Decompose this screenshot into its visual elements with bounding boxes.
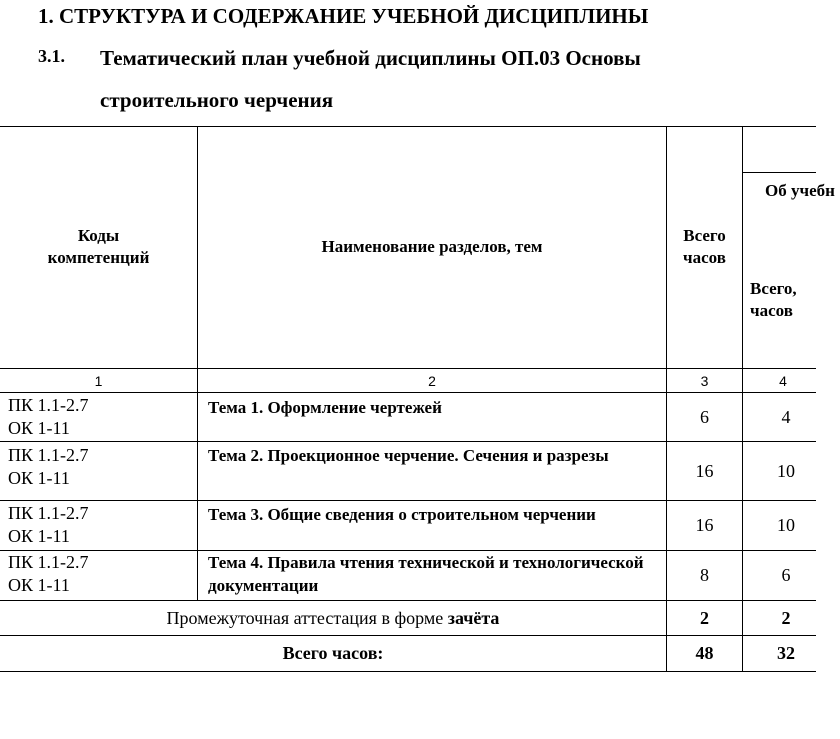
- table-row-total: 8: [700, 565, 709, 585]
- table-row-total: 6: [700, 406, 709, 427]
- header-total-hours: Всего часов: [683, 226, 726, 267]
- table-row-total: 16: [695, 515, 714, 535]
- col-number-3: 3: [700, 372, 709, 389]
- table-row-topic: Тема 1. Оформление чертежей: [208, 398, 442, 417]
- header-total-partial: Всего, часов: [750, 279, 797, 320]
- table-row-topic: Тема 4. Правила чтения технической и технологической документации: [208, 553, 644, 595]
- header-sections: Наименование разделов, тем: [321, 237, 543, 256]
- document-title: 1. СТРУКТУРА И СОДЕРЖАНИЕ УЧЕБНОЙ ДИСЦИПЛИНЫ: [38, 4, 649, 28]
- table-row-col4: 10: [777, 515, 795, 535]
- attestation-total: 2: [700, 607, 709, 628]
- table-row-codes: ПК 1.1-2.7 ОК 1-11: [8, 552, 89, 595]
- attestation-col4: 2: [781, 607, 791, 628]
- table-row-codes: ПК 1.1-2.7 ОК 1-11: [8, 395, 89, 438]
- col-number-1: 1: [94, 372, 103, 389]
- summary-total: 48: [695, 643, 714, 663]
- table-row-col4: 4: [781, 406, 791, 427]
- summary-label: Всего часов:: [282, 643, 384, 663]
- section-number: 3.1.: [38, 46, 65, 66]
- section-title-line1: Тематический план учебной дисциплины ОП.03 Основы: [100, 46, 641, 70]
- table-row-col4: 6: [781, 565, 791, 585]
- col-number-4: 4: [779, 372, 787, 389]
- attestation-label: Промежуточная аттестация в форме зачёта: [166, 607, 500, 628]
- table-row-col4: 10: [777, 460, 795, 481]
- table-row-topic: Тема 2. Проекционное черчение. Сечения и разрезы: [208, 446, 609, 465]
- table-row-topic: Тема 3. Общие сведения о строительном черчении: [208, 505, 596, 524]
- summary-col4: 32: [777, 643, 795, 663]
- table-row-codes: ПК 1.1-2.7 ОК 1-11: [8, 503, 89, 546]
- thematic-plan-table: [0, 126, 835, 671]
- col-number-2: 2: [428, 372, 436, 389]
- table-row-codes: ПК 1.1-2.7 ОК 1-11: [8, 445, 89, 488]
- table-row-total: 16: [695, 460, 714, 481]
- header-codes: Коды компетенций: [47, 226, 150, 267]
- section-title-line2: строительного черчения: [100, 88, 334, 112]
- header-load-partial: Об учебн: [765, 181, 835, 200]
